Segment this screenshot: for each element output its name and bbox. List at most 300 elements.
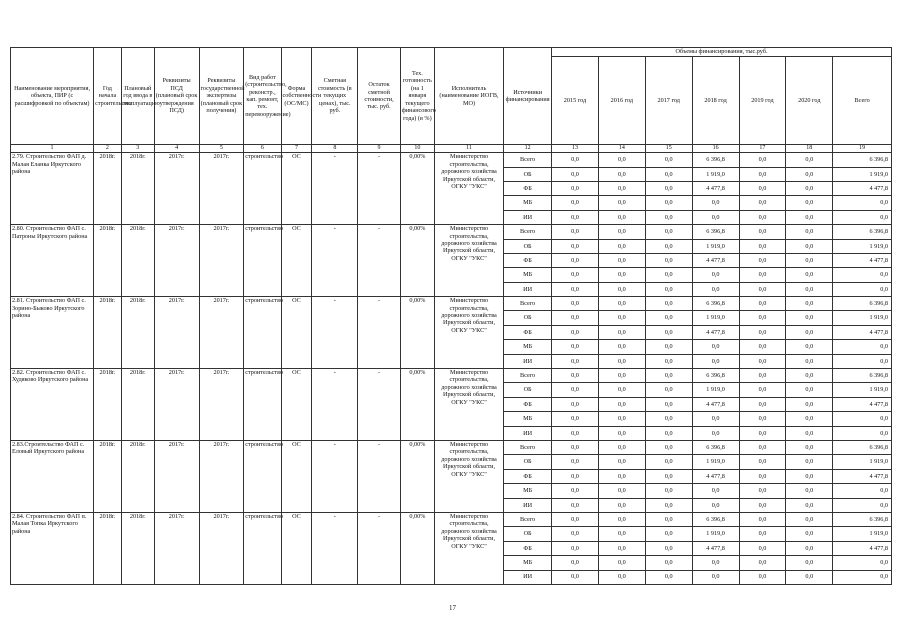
executor: Министерство строительства, дорожного хозяйства Иркутской области, ОГКУ "УКС"	[434, 441, 503, 513]
header-financing-group: Объемы финансирования, тыс.руб.	[552, 48, 892, 57]
year-value: 0,0	[552, 541, 599, 555]
funding-source: Всего	[504, 441, 552, 455]
year-value: 0,0	[692, 412, 739, 426]
year-value: 0,0	[552, 153, 599, 167]
year-value: 0,0	[552, 282, 599, 296]
year-value: 0,0	[692, 282, 739, 296]
year-value: 4 477,8	[692, 253, 739, 267]
year-value: 0,0	[552, 512, 599, 526]
year-value: 0,0	[552, 340, 599, 354]
year-value: 0,0	[786, 397, 833, 411]
column-number: 8	[312, 145, 358, 153]
year-value: 0,0	[786, 512, 833, 526]
column-number: 15	[645, 145, 692, 153]
funding-source: МБ	[504, 484, 552, 498]
year-value: 0,0	[552, 383, 599, 397]
year-value: 0,0	[645, 340, 692, 354]
year-value: 0,0	[645, 354, 692, 368]
year-value: 0,0	[786, 455, 833, 469]
header-col-executor: Исполнитель (наименование ИОГВ, МО)	[434, 48, 503, 145]
readiness: 0,00%	[400, 512, 434, 584]
column-number: 16	[692, 145, 739, 153]
year-value: 0,0	[739, 181, 786, 195]
year-value: 0,0	[786, 556, 833, 570]
year-value: 0,0	[739, 311, 786, 325]
year-value: 0,0	[552, 268, 599, 282]
year-value: 0,0	[739, 397, 786, 411]
year-value: 0,0	[786, 570, 833, 584]
cost-remainder: -	[358, 153, 401, 225]
total-value: 1 919,0	[833, 311, 892, 325]
year-value: 0,0	[739, 325, 786, 339]
column-number: 10	[400, 145, 434, 153]
start-year: 2018г.	[94, 297, 122, 369]
commission-year: 2018г.	[121, 369, 154, 441]
funding-source: Всего	[504, 225, 552, 239]
year-value: 0,0	[645, 239, 692, 253]
ownership: ОС	[281, 369, 312, 441]
header-col-readiness: Тех. готовность (на 1 января текущего финансового года) (в %)	[400, 48, 434, 145]
total-value: 4 477,8	[833, 541, 892, 555]
funding-source: ИИ	[504, 210, 552, 224]
total-value: 0,0	[833, 282, 892, 296]
funding-source: МБ	[504, 556, 552, 570]
column-number: 7	[281, 145, 312, 153]
page-number: 17	[449, 604, 456, 612]
object-name: 2.81. Строительство ФАП с. Зорино-Быково Иркутского района	[11, 297, 94, 369]
object-row	[11, 297, 892, 311]
total-value: 1 919,0	[833, 455, 892, 469]
commission-year: 2018г.	[121, 441, 154, 513]
header-col-ownership: Форма собственности (ОС/МС)	[281, 48, 312, 145]
year-value: 6 396,8	[692, 225, 739, 239]
year-value: 0,0	[739, 354, 786, 368]
table-body	[11, 153, 892, 585]
total-value: 0,0	[833, 570, 892, 584]
readiness: 0,00%	[400, 297, 434, 369]
funding-source: ОБ	[504, 311, 552, 325]
start-year: 2018г.	[94, 512, 122, 584]
expertise-year: 2017г.	[199, 297, 244, 369]
year-value: 0,0	[645, 210, 692, 224]
total-value: 1 919,0	[833, 527, 892, 541]
year-value: 1 919,0	[692, 239, 739, 253]
total-value: 1 919,0	[833, 167, 892, 181]
psd-year: 2017г.	[154, 225, 199, 297]
funding-source: ОБ	[504, 527, 552, 541]
year-value: 0,0	[692, 268, 739, 282]
year-value: 0,0	[598, 498, 645, 512]
header-year-2017: 2017 год	[645, 57, 692, 145]
year-value: 0,0	[645, 153, 692, 167]
year-value: 0,0	[552, 397, 599, 411]
year-value: 0,0	[552, 325, 599, 339]
object-name: 2.82. Строительство ФАП с. Худяково Иркутского района	[11, 369, 94, 441]
year-value: 0,0	[645, 181, 692, 195]
column-number: 6	[244, 145, 281, 153]
year-value: 0,0	[552, 297, 599, 311]
commission-year: 2018г.	[121, 153, 154, 225]
year-value: 0,0	[645, 167, 692, 181]
year-value: 0,0	[645, 441, 692, 455]
year-value: 6 396,8	[692, 512, 739, 526]
year-value: 0,0	[692, 570, 739, 584]
year-value: 1 919,0	[692, 167, 739, 181]
year-value: 0,0	[598, 297, 645, 311]
readiness: 0,00%	[400, 369, 434, 441]
total-value: 1 919,0	[833, 383, 892, 397]
year-value: 0,0	[598, 455, 645, 469]
year-value: 0,0	[645, 397, 692, 411]
year-value: 0,0	[645, 196, 692, 210]
year-value: 0,0	[692, 426, 739, 440]
year-value: 0,0	[598, 556, 645, 570]
year-value: 0,0	[692, 556, 739, 570]
year-value: 6 396,8	[692, 441, 739, 455]
year-value: 0,0	[552, 469, 599, 483]
funding-source: ФБ	[504, 397, 552, 411]
header-col-sources: Источники финансирования	[504, 48, 552, 145]
year-value: 0,0	[739, 527, 786, 541]
total-value: 6 396,8	[833, 512, 892, 526]
executor: Министерство строительства, дорожного хозяйства Иркутской области, ОГКУ "УКС"	[434, 225, 503, 297]
year-value: 0,0	[598, 512, 645, 526]
total-value: 0,0	[833, 340, 892, 354]
header-col-name: Наименование мероприятия, объекта, ПИР (с расшифровкой по объектам)	[11, 48, 94, 145]
year-value: 0,0	[598, 210, 645, 224]
psd-year: 2017г.	[154, 297, 199, 369]
column-numbers-row	[11, 145, 892, 153]
funding-source: ИИ	[504, 282, 552, 296]
header-year-2018: 2018 год	[692, 57, 739, 145]
year-value: 0,0	[786, 210, 833, 224]
year-value: 0,0	[598, 167, 645, 181]
year-value: 0,0	[739, 268, 786, 282]
year-value: 0,0	[645, 282, 692, 296]
expertise-year: 2017г.	[199, 441, 244, 513]
year-value: 0,0	[645, 426, 692, 440]
year-value: 0,0	[552, 455, 599, 469]
year-value: 4 477,8	[692, 325, 739, 339]
year-value: 0,0	[739, 556, 786, 570]
year-value: 0,0	[598, 196, 645, 210]
header-col-commission-year: Плановый год ввода в эксплуатацию	[121, 48, 154, 145]
expertise-year: 2017г.	[199, 369, 244, 441]
year-value: 0,0	[739, 541, 786, 555]
year-value: 0,0	[598, 225, 645, 239]
year-value: 0,0	[786, 181, 833, 195]
year-value: 0,0	[598, 354, 645, 368]
year-value: 0,0	[739, 383, 786, 397]
total-value: 4 477,8	[833, 181, 892, 195]
work-type: строительство	[244, 153, 281, 225]
year-value: 0,0	[598, 153, 645, 167]
year-value: 0,0	[552, 369, 599, 383]
year-value: 4 477,8	[692, 397, 739, 411]
total-value: 6 396,8	[833, 225, 892, 239]
year-value: 0,0	[786, 541, 833, 555]
funding-source: ОБ	[504, 383, 552, 397]
year-value: 0,0	[598, 311, 645, 325]
object-row	[11, 225, 892, 239]
object-row	[11, 369, 892, 383]
work-type: строительство	[244, 225, 281, 297]
cost-remainder: -	[358, 512, 401, 584]
ownership: ОС	[281, 153, 312, 225]
object-name: 2.84. Строительство ФАП п. Малая Топка Иркутского района	[11, 512, 94, 584]
year-value: 0,0	[739, 441, 786, 455]
year-value: 0,0	[598, 541, 645, 555]
year-value: 0,0	[552, 498, 599, 512]
year-value: 0,0	[739, 455, 786, 469]
funding-source: Всего	[504, 153, 552, 167]
year-value: 0,0	[739, 412, 786, 426]
year-value: 0,0	[645, 412, 692, 426]
year-value: 0,0	[598, 469, 645, 483]
funding-source: ФБ	[504, 181, 552, 195]
year-value: 0,0	[786, 282, 833, 296]
funding-source: МБ	[504, 196, 552, 210]
year-value: 0,0	[739, 282, 786, 296]
psd-year: 2017г.	[154, 369, 199, 441]
year-value: 0,0	[598, 340, 645, 354]
year-value: 0,0	[645, 325, 692, 339]
year-value: 0,0	[645, 512, 692, 526]
year-value: 0,0	[598, 426, 645, 440]
funding-source: МБ	[504, 340, 552, 354]
psd-year: 2017г.	[154, 512, 199, 584]
funding-source: ФБ	[504, 253, 552, 267]
executor: Министерство строительства, дорожного хозяйства Иркутской области, ОГКУ "УКС"	[434, 369, 503, 441]
year-value: 1 919,0	[692, 311, 739, 325]
total-value: 0,0	[833, 210, 892, 224]
executor: Министерство строительства, дорожного хозяйства Иркутской области, ОГКУ "УКС"	[434, 153, 503, 225]
start-year: 2018г.	[94, 225, 122, 297]
year-value: 6 396,8	[692, 369, 739, 383]
column-number: 9	[358, 145, 401, 153]
header-year-2015: 2015 год	[552, 57, 599, 145]
year-value: 0,0	[598, 181, 645, 195]
start-year: 2018г.	[94, 153, 122, 225]
estimated-cost: -	[312, 369, 358, 441]
year-value: 0,0	[739, 469, 786, 483]
total-value: 0,0	[833, 354, 892, 368]
year-value: 0,0	[786, 325, 833, 339]
year-value: 0,0	[786, 167, 833, 181]
year-value: 0,0	[552, 556, 599, 570]
readiness: 0,00%	[400, 225, 434, 297]
year-value: 0,0	[598, 527, 645, 541]
year-value: 0,0	[739, 484, 786, 498]
year-value: 0,0	[598, 412, 645, 426]
column-number: 14	[598, 145, 645, 153]
column-number: 18	[786, 145, 833, 153]
year-value: 0,0	[739, 196, 786, 210]
column-number: 17	[739, 145, 786, 153]
year-value: 0,0	[645, 498, 692, 512]
year-value: 0,0	[598, 570, 645, 584]
year-value: 0,0	[786, 354, 833, 368]
year-value: 0,0	[786, 268, 833, 282]
total-value: 4 477,8	[833, 469, 892, 483]
funding-source: ФБ	[504, 325, 552, 339]
year-value: 0,0	[552, 181, 599, 195]
start-year: 2018г.	[94, 441, 122, 513]
column-number: 5	[199, 145, 244, 153]
total-value: 0,0	[833, 498, 892, 512]
total-value: 6 396,8	[833, 297, 892, 311]
year-value: 0,0	[739, 498, 786, 512]
year-value: 0,0	[786, 369, 833, 383]
year-value: 0,0	[645, 297, 692, 311]
year-value: 0,0	[552, 311, 599, 325]
year-value: 0,0	[552, 225, 599, 239]
year-value: 0,0	[645, 570, 692, 584]
cost-remainder: -	[358, 441, 401, 513]
year-value: 0,0	[645, 225, 692, 239]
year-value: 0,0	[598, 253, 645, 267]
year-value: 0,0	[645, 253, 692, 267]
year-value: 0,0	[645, 268, 692, 282]
funding-source: Всего	[504, 369, 552, 383]
psd-year: 2017г.	[154, 153, 199, 225]
estimated-cost: -	[312, 512, 358, 584]
year-value: 0,0	[739, 167, 786, 181]
commission-year: 2018г.	[121, 297, 154, 369]
year-value: 0,0	[552, 527, 599, 541]
year-value: 0,0	[645, 527, 692, 541]
year-value: 4 477,8	[692, 469, 739, 483]
readiness: 0,00%	[400, 153, 434, 225]
year-value: 0,0	[645, 484, 692, 498]
object-row	[11, 512, 892, 526]
year-value: 0,0	[552, 210, 599, 224]
year-value: 0,0	[786, 196, 833, 210]
ownership: ОС	[281, 512, 312, 584]
header-col-estimated-cost: Сметная стоимость (в текущих ценах), тыс. руб.	[312, 48, 358, 145]
year-value: 0,0	[645, 455, 692, 469]
funding-source: ФБ	[504, 541, 552, 555]
year-value: 0,0	[786, 412, 833, 426]
year-value: 0,0	[598, 484, 645, 498]
funding-source: ИИ	[504, 426, 552, 440]
year-value: 0,0	[786, 484, 833, 498]
year-value: 0,0	[552, 412, 599, 426]
year-value: 0,0	[786, 441, 833, 455]
header-col-psd: Реквизиты ПСД (плановый срок утверждения ПСД)	[154, 48, 199, 145]
year-value: 4 477,8	[692, 541, 739, 555]
header-col-cost-remainder: Остаток сметной стоимости, тыс. руб.	[358, 48, 401, 145]
year-value: 0,0	[786, 311, 833, 325]
expertise-year: 2017г.	[199, 225, 244, 297]
year-value: 0,0	[739, 297, 786, 311]
readiness: 0,00%	[400, 441, 434, 513]
object-name: 2.83.Строительство ФАП с. Еловый Иркутского района	[11, 441, 94, 513]
header-total: Всего	[833, 57, 892, 145]
year-value: 0,0	[786, 383, 833, 397]
expertise-year: 2017г.	[199, 512, 244, 584]
year-value: 0,0	[739, 225, 786, 239]
header-col-work-type: Вид работ (строительство, реконстр., кап. ремонт, тех. перевооружение)	[244, 48, 281, 145]
column-number: 19	[833, 145, 892, 153]
cost-remainder: -	[358, 225, 401, 297]
header-col-expertise: Реквизиты государственной экспертизы (плановый срок получения)	[199, 48, 244, 145]
commission-year: 2018г.	[121, 225, 154, 297]
year-value: 6 396,8	[692, 153, 739, 167]
estimated-cost: -	[312, 153, 358, 225]
year-value: 0,0	[645, 369, 692, 383]
total-value: 6 396,8	[833, 441, 892, 455]
estimated-cost: -	[312, 297, 358, 369]
year-value: 0,0	[598, 383, 645, 397]
header-col-start-year: Год начала строительства	[94, 48, 122, 145]
table-header	[11, 48, 892, 153]
year-value: 1 919,0	[692, 455, 739, 469]
total-value: 6 396,8	[833, 153, 892, 167]
year-value: 0,0	[598, 239, 645, 253]
total-value: 0,0	[833, 412, 892, 426]
year-value: 0,0	[598, 325, 645, 339]
year-value: 0,0	[786, 340, 833, 354]
ownership: ОС	[281, 297, 312, 369]
work-type: строительство	[244, 441, 281, 513]
year-value: 4 477,8	[692, 181, 739, 195]
year-value: 0,0	[786, 469, 833, 483]
object-row	[11, 153, 892, 167]
year-value: 0,0	[552, 570, 599, 584]
year-value: 0,0	[739, 570, 786, 584]
start-year: 2018г.	[94, 369, 122, 441]
year-value: 0,0	[645, 469, 692, 483]
year-value: 0,0	[739, 512, 786, 526]
total-value: 1 919,0	[833, 239, 892, 253]
funding-source: МБ	[504, 268, 552, 282]
header-year-2019: 2019 год	[739, 57, 786, 145]
year-value: 0,0	[692, 498, 739, 512]
year-value: 0,0	[598, 397, 645, 411]
total-value: 0,0	[833, 556, 892, 570]
ownership: ОС	[281, 225, 312, 297]
total-value: 0,0	[833, 426, 892, 440]
year-value: 0,0	[692, 196, 739, 210]
total-value: 0,0	[833, 196, 892, 210]
year-value: 0,0	[739, 340, 786, 354]
header-year-2016: 2016 год	[598, 57, 645, 145]
commission-year: 2018г.	[121, 512, 154, 584]
ownership: ОС	[281, 441, 312, 513]
year-value: 0,0	[552, 441, 599, 455]
year-value: 0,0	[552, 167, 599, 181]
funding-source: ИИ	[504, 498, 552, 512]
executor: Министерство строительства, дорожного хозяйства Иркутской области, ОГКУ "УКС"	[434, 297, 503, 369]
column-number: 2	[94, 145, 122, 153]
estimated-cost: -	[312, 441, 358, 513]
estimated-cost: -	[312, 225, 358, 297]
work-type: строительство	[244, 297, 281, 369]
year-value: 0,0	[786, 253, 833, 267]
funding-source: МБ	[504, 412, 552, 426]
year-value: 0,0	[645, 383, 692, 397]
cost-remainder: -	[358, 297, 401, 369]
year-value: 0,0	[786, 297, 833, 311]
year-value: 0,0	[739, 253, 786, 267]
year-value: 0,0	[692, 210, 739, 224]
column-number: 12	[504, 145, 552, 153]
year-value: 0,0	[786, 239, 833, 253]
total-value: 6 396,8	[833, 369, 892, 383]
year-value: 0,0	[552, 253, 599, 267]
cost-remainder: -	[358, 369, 401, 441]
